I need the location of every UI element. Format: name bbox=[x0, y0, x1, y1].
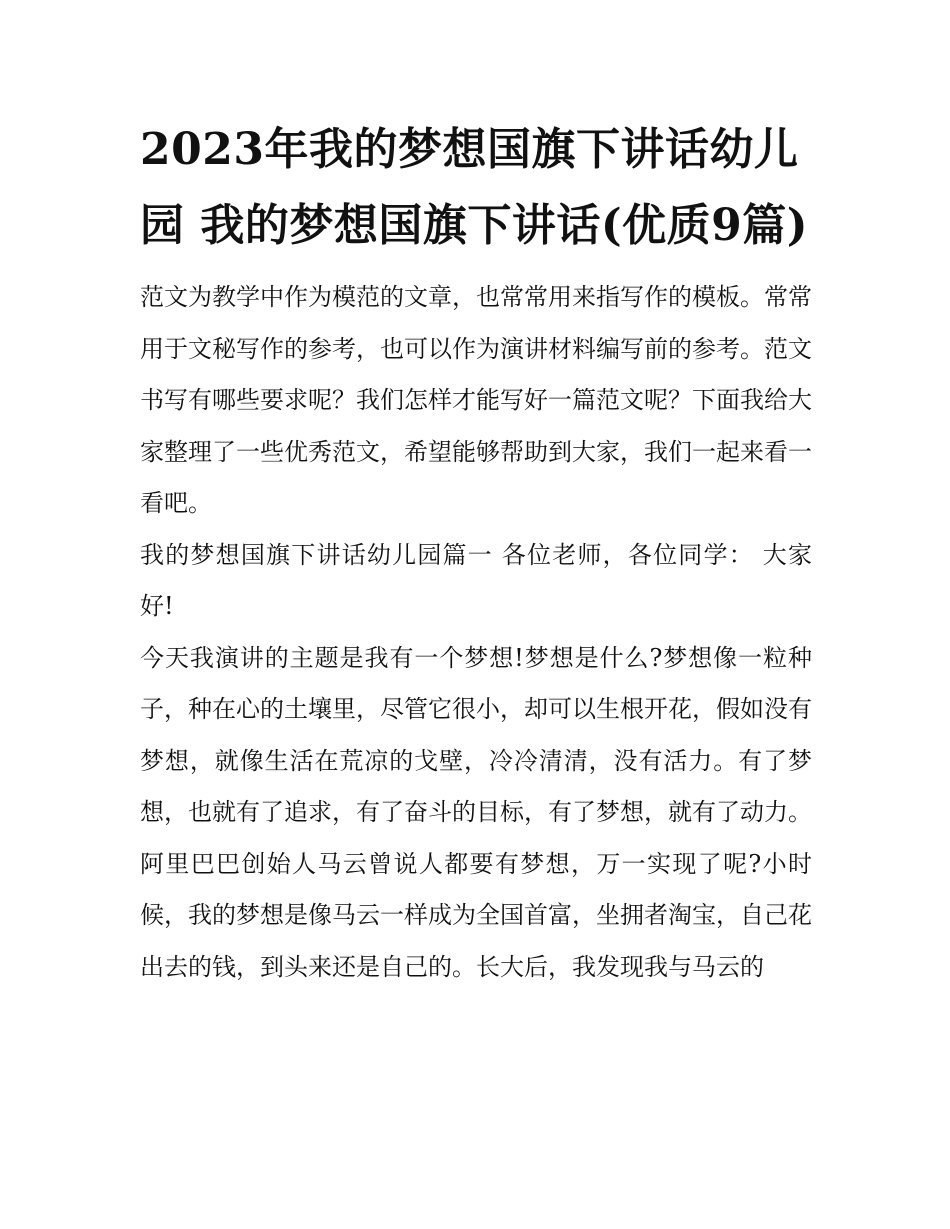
document-page bbox=[140, 112, 812, 993]
paragraph-jack-ma: 阿里巴巴创始人马云曾说人都要有梦想，万一实现了呢?小时候，我的梦想是像马云一样成为全国首富，坐拥者淘宝，自己花出去的钱，到头来还是自己的。长大后，我发现我与马云的 bbox=[140, 849, 812, 981]
paragraph-dream-theme: 今天我演讲的主题是我有一个梦想!梦想是什么?梦想像一粒种子，种在心的土壤里，尽管它很小，却可以生根开花，假如没有梦想，就像生活在荒凉的戈壁，冷冷清清，没有活力。有了梦想，也就有了追求，有了奋斗的目标，有了梦想，就有了动力。 bbox=[140, 643, 812, 826]
document-title: 2023年我的梦想国旗下讲话幼儿园 我的梦想国旗下讲话(优质9篇) bbox=[140, 124, 809, 251]
paragraph-greeting: 我的梦想国旗下讲话幼儿园篇一 各位老师，各位同学： 大家好! bbox=[140, 540, 812, 620]
paragraph-intro: 范文为教学中作为模范的文章，也常常用来指写作的模板。常常用于文秘写作的参考，也可以作为演讲材料编写前的参考。范文书写有哪些要求呢？我们怎样才能写好一篇范文呢？下面我给大家整理了一些优秀范文，希望能够帮助到大家，我们一起来看一看吧。 bbox=[140, 283, 812, 517]
